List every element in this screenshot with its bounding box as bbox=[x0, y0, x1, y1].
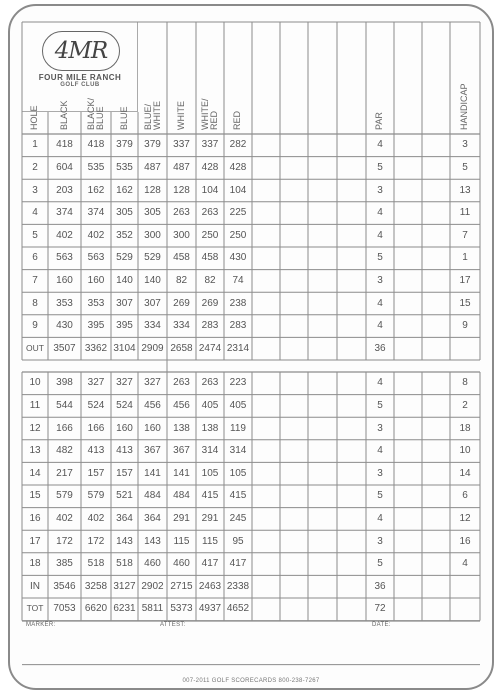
par-cell: 4 bbox=[377, 377, 383, 389]
yardage-cell: 225 bbox=[229, 207, 247, 219]
yardage-cell: 245 bbox=[229, 512, 247, 524]
yardage-cell: 2314 bbox=[226, 342, 250, 354]
handicap-cell: 1 bbox=[462, 252, 468, 264]
yardage-cell: 160 bbox=[144, 422, 161, 434]
yardage-cell: 141 bbox=[173, 467, 190, 479]
yardage-cell: 5811 bbox=[141, 603, 164, 615]
yardage-cell: 327 bbox=[87, 377, 105, 389]
hole-cell: 7 bbox=[32, 274, 38, 286]
par-cell: 36 bbox=[374, 580, 386, 592]
yardage-cell: 300 bbox=[173, 229, 190, 241]
par-cell: 4 bbox=[377, 207, 383, 219]
handicap-cell: 14 bbox=[459, 467, 471, 479]
hole-cell: 17 bbox=[29, 535, 41, 547]
handicap-cell: 18 bbox=[459, 422, 471, 434]
yardage-cell: 398 bbox=[56, 377, 73, 389]
handicap-cell: 12 bbox=[459, 512, 471, 524]
yardage-cell: 374 bbox=[87, 207, 105, 219]
yardage-cell: 417 bbox=[201, 558, 219, 570]
hole-cell: OUT bbox=[26, 342, 44, 353]
yardage-cell: 487 bbox=[144, 161, 161, 173]
handicap-cell: 3 bbox=[462, 139, 468, 151]
yardage-cell: 352 bbox=[116, 229, 133, 241]
column-header: BLUE/ WHITE bbox=[142, 101, 162, 130]
handicap-cell: 11 bbox=[459, 207, 471, 219]
hole-cell: 16 bbox=[29, 512, 41, 524]
par-cell: 72 bbox=[374, 603, 386, 615]
yardage-cell: 579 bbox=[56, 490, 73, 502]
yardage-cell: 307 bbox=[144, 297, 161, 309]
yardage-cell: 263 bbox=[201, 377, 219, 389]
handicap-cell: 4 bbox=[462, 558, 468, 570]
yardage-cell: 482 bbox=[56, 445, 73, 457]
yardage-cell: 535 bbox=[116, 161, 133, 173]
yardage-cell: 314 bbox=[201, 445, 219, 457]
yardage-cell: 364 bbox=[116, 512, 133, 524]
par-cell: 4 bbox=[377, 229, 383, 241]
yardage-cell: 104 bbox=[229, 184, 247, 196]
par-cell: 3 bbox=[377, 274, 383, 286]
yardage-cell: 405 bbox=[229, 399, 247, 411]
par-cell: 5 bbox=[377, 558, 383, 570]
par-cell: 3 bbox=[377, 184, 383, 196]
yardage-cell: 405 bbox=[201, 399, 219, 411]
column-header: WHITE bbox=[175, 101, 186, 130]
yardage-cell: 418 bbox=[87, 139, 105, 151]
yardage-cell: 395 bbox=[116, 320, 133, 332]
yardage-cell: 379 bbox=[116, 139, 133, 151]
hole-cell: 8 bbox=[32, 297, 38, 309]
yardage-cell: 379 bbox=[144, 139, 161, 151]
handicap-cell: 15 bbox=[459, 297, 471, 309]
yardage-cell: 518 bbox=[87, 558, 105, 570]
hole-cell: 11 bbox=[29, 399, 41, 411]
yardage-cell: 74 bbox=[232, 274, 244, 286]
yardage-cell: 263 bbox=[173, 207, 190, 219]
yardage-cell: 223 bbox=[229, 377, 247, 389]
yardage-cell: 413 bbox=[87, 445, 105, 457]
yardage-cell: 415 bbox=[229, 490, 247, 502]
yardage-cell: 172 bbox=[87, 535, 105, 547]
yardage-cell: 2463 bbox=[198, 580, 222, 592]
yardage-cell: 104 bbox=[201, 184, 219, 196]
handicap-cell: 6 bbox=[462, 490, 468, 502]
yardage-cell: 269 bbox=[173, 297, 190, 309]
yardage-cell: 563 bbox=[87, 252, 105, 264]
yardage-cell: 415 bbox=[201, 490, 219, 502]
yardage-cell: 305 bbox=[144, 207, 161, 219]
yardage-cell: 367 bbox=[173, 445, 190, 457]
yardage-cell: 82 bbox=[204, 274, 216, 286]
yardage-cell: 166 bbox=[87, 422, 105, 434]
yardage-cell: 3104 bbox=[113, 342, 136, 354]
handicap-cell: 9 bbox=[462, 320, 468, 332]
yardage-cell: 82 bbox=[175, 274, 188, 286]
yardage-cell: 7053 bbox=[53, 603, 76, 615]
hole-cell: 4 bbox=[32, 207, 38, 219]
yardage-cell: 263 bbox=[201, 207, 219, 219]
yardage-cell: 484 bbox=[173, 490, 190, 502]
logo-mark: 4MR bbox=[54, 38, 108, 64]
par-cell: 5 bbox=[377, 490, 383, 502]
par-cell: 4 bbox=[377, 512, 383, 524]
yardage-cell: 238 bbox=[229, 297, 247, 309]
attest-label: ATTEST: bbox=[160, 622, 186, 628]
yardage-cell: 430 bbox=[229, 252, 247, 264]
handicap-cell: 13 bbox=[459, 184, 471, 196]
yardage-cell: 140 bbox=[116, 274, 133, 286]
column-header: WHITE/ RED bbox=[200, 98, 220, 130]
yardage-cell: 458 bbox=[173, 252, 190, 264]
yardage-cell: 395 bbox=[87, 320, 105, 332]
yardage-cell: 160 bbox=[116, 422, 133, 434]
yardage-cell: 6231 bbox=[113, 603, 136, 615]
yardage-cell: 353 bbox=[56, 297, 73, 309]
yardage-cell: 458 bbox=[201, 252, 219, 264]
column-header: PAR bbox=[374, 112, 384, 130]
date-label: DATE: bbox=[372, 622, 391, 628]
hole-cell: 6 bbox=[32, 252, 38, 264]
yardage-cell: 283 bbox=[201, 320, 219, 332]
yardage-cell: 217 bbox=[56, 467, 73, 479]
yardage-cell: 413 bbox=[116, 445, 133, 457]
yardage-cell: 105 bbox=[201, 467, 219, 479]
yardage-cell: 95 bbox=[232, 535, 244, 547]
yardage-cell: 2658 bbox=[170, 342, 193, 354]
yardage-cell: 418 bbox=[56, 139, 73, 151]
yardage-cell: 143 bbox=[144, 535, 161, 547]
yardage-cell: 105 bbox=[229, 467, 247, 479]
yardage-cell: 305 bbox=[116, 207, 133, 219]
yardage-cell: 518 bbox=[116, 558, 133, 570]
yardage-cell: 172 bbox=[56, 535, 73, 547]
yardage-cell: 157 bbox=[87, 467, 105, 479]
yardage-cell: 4937 bbox=[198, 603, 222, 615]
yardage-cell: 460 bbox=[144, 558, 161, 570]
yardage-cell: 3258 bbox=[84, 580, 108, 592]
handicap-cell: 16 bbox=[459, 535, 471, 547]
yardage-cell: 529 bbox=[116, 252, 133, 264]
hole-cell: 3 bbox=[32, 184, 38, 196]
yardage-cell: 2902 bbox=[141, 580, 164, 592]
hole-cell: 10 bbox=[29, 377, 41, 389]
yardage-cell: 367 bbox=[144, 445, 161, 457]
yardage-cell: 385 bbox=[56, 558, 73, 570]
yardage-cell: 579 bbox=[87, 490, 105, 502]
column-header: BLACK bbox=[58, 100, 69, 130]
par-cell: 4 bbox=[377, 297, 383, 309]
hole-cell: 18 bbox=[29, 558, 41, 570]
yardage-cell: 3362 bbox=[84, 342, 108, 354]
par-cell: 5 bbox=[377, 399, 383, 411]
yardage-cell: 402 bbox=[87, 512, 105, 524]
hole-cell: 2 bbox=[32, 161, 38, 173]
hole-cell: IN bbox=[30, 580, 40, 592]
hole-cell: 5 bbox=[32, 229, 38, 241]
club-subtitle: GOLF CLUB bbox=[60, 82, 100, 88]
printer-note: 007-2011 GOLF SCORECARDS 800-238-7267 bbox=[182, 678, 320, 684]
column-header: RED bbox=[232, 110, 242, 130]
par-cell: 3 bbox=[377, 422, 383, 434]
yardage-cell: 143 bbox=[116, 535, 133, 547]
yardage-cell: 250 bbox=[229, 229, 247, 241]
yardage-cell: 300 bbox=[144, 229, 161, 241]
par-cell: 3 bbox=[377, 467, 383, 479]
yardage-cell: 456 bbox=[173, 399, 190, 411]
yardage-cell: 353 bbox=[87, 297, 105, 309]
par-cell: 4 bbox=[377, 139, 383, 151]
club-name: FOUR MILE RANCH bbox=[38, 73, 122, 82]
yardage-cell: 402 bbox=[87, 229, 105, 241]
par-cell: 3 bbox=[377, 535, 383, 547]
yardage-cell: 428 bbox=[229, 161, 247, 173]
yardage-cell: 535 bbox=[87, 161, 105, 173]
yardage-cell: 604 bbox=[56, 161, 73, 173]
yardage-cell: 140 bbox=[144, 274, 161, 286]
yardage-cell: 334 bbox=[173, 320, 190, 332]
yardage-cell: 314 bbox=[229, 445, 247, 457]
yardage-cell: 334 bbox=[144, 320, 161, 332]
hole-cell: 15 bbox=[29, 490, 41, 502]
yardage-cell: 364 bbox=[144, 512, 161, 524]
yardage-cell: 337 bbox=[201, 139, 219, 151]
yardage-cell: 128 bbox=[144, 184, 161, 196]
yardage-cell: 402 bbox=[56, 512, 73, 524]
hole-cell: 13 bbox=[29, 445, 41, 457]
yardage-cell: 374 bbox=[56, 207, 73, 219]
par-cell: 4 bbox=[377, 320, 383, 332]
column-header: HANDICAP bbox=[459, 83, 469, 130]
yardage-cell: 160 bbox=[56, 274, 73, 286]
yardage-cell: 141 bbox=[144, 467, 161, 479]
yardage-cell: 162 bbox=[116, 184, 133, 196]
yardage-cell: 402 bbox=[56, 229, 73, 241]
yardage-cell: 283 bbox=[229, 320, 247, 332]
yardage-cell: 2909 bbox=[141, 342, 164, 354]
yardage-cell: 5373 bbox=[170, 603, 193, 615]
yardage-cell: 487 bbox=[173, 161, 190, 173]
hole-cell: TOT bbox=[26, 603, 44, 614]
yardage-cell: 6620 bbox=[84, 603, 108, 615]
yardage-cell: 327 bbox=[144, 377, 161, 389]
marker-label: MARKER: bbox=[26, 622, 56, 628]
yardage-cell: 460 bbox=[173, 558, 190, 570]
yardage-cell: 337 bbox=[173, 139, 190, 151]
par-cell: 5 bbox=[377, 161, 383, 173]
yardage-cell: 2474 bbox=[198, 342, 222, 354]
yardage-cell: 250 bbox=[201, 229, 219, 241]
yardage-cell: 4652 bbox=[226, 603, 250, 615]
handicap-cell: 7 bbox=[462, 229, 468, 241]
column-header: BLUE bbox=[118, 106, 129, 130]
yardage-cell: 291 bbox=[201, 512, 219, 524]
yardage-cell: 544 bbox=[56, 399, 73, 411]
column-header: HOLE bbox=[29, 105, 39, 130]
yardage-cell: 307 bbox=[116, 297, 133, 309]
yardage-cell: 563 bbox=[56, 252, 73, 264]
handicap-cell: 8 bbox=[462, 377, 468, 389]
yardage-cell: 203 bbox=[56, 184, 73, 196]
yardage-cell: 157 bbox=[116, 467, 133, 479]
handicap-cell: 5 bbox=[462, 161, 468, 173]
yardage-cell: 291 bbox=[173, 512, 190, 524]
yardage-cell: 166 bbox=[56, 422, 73, 434]
column-header: BLACK/ BLUE bbox=[86, 97, 106, 130]
yardage-cell: 160 bbox=[87, 274, 105, 286]
yardage-cell: 115 bbox=[173, 535, 190, 547]
yardage-cell: 484 bbox=[144, 490, 161, 502]
yardage-cell: 524 bbox=[116, 399, 133, 411]
yardage-cell: 119 bbox=[230, 422, 246, 434]
yardage-cell: 3127 bbox=[113, 580, 136, 592]
yardage-cell: 456 bbox=[144, 399, 161, 411]
par-cell: 36 bbox=[374, 342, 386, 354]
hole-cell: 1 bbox=[32, 139, 38, 151]
yardage-cell: 521 bbox=[116, 490, 133, 502]
yardage-cell: 282 bbox=[229, 139, 247, 151]
hole-cell: 9 bbox=[32, 320, 38, 332]
yardage-cell: 115 bbox=[202, 535, 218, 547]
yardage-cell: 3546 bbox=[53, 580, 76, 592]
hole-cell: 12 bbox=[29, 422, 41, 434]
yardage-cell: 417 bbox=[229, 558, 247, 570]
yardage-cell: 263 bbox=[173, 377, 190, 389]
par-cell: 4 bbox=[377, 445, 383, 457]
yardage-cell: 269 bbox=[201, 297, 219, 309]
yardage-cell: 2715 bbox=[170, 580, 193, 592]
yardage-cell: 138 bbox=[201, 422, 219, 434]
yardage-cell: 2338 bbox=[226, 580, 250, 592]
yardage-cell: 3507 bbox=[53, 342, 76, 354]
par-cell: 5 bbox=[377, 252, 383, 264]
yardage-cell: 327 bbox=[116, 377, 133, 389]
handicap-cell: 17 bbox=[459, 274, 471, 286]
yardage-cell: 428 bbox=[201, 161, 219, 173]
yardage-cell: 529 bbox=[144, 252, 161, 264]
hole-cell: 14 bbox=[29, 467, 41, 479]
yardage-cell: 162 bbox=[87, 184, 105, 196]
handicap-cell: 2 bbox=[462, 399, 468, 411]
yardage-cell: 128 bbox=[173, 184, 190, 196]
yardage-cell: 430 bbox=[56, 320, 73, 332]
yardage-cell: 524 bbox=[87, 399, 105, 411]
handicap-cell: 10 bbox=[459, 445, 471, 457]
yardage-cell: 138 bbox=[173, 422, 190, 434]
